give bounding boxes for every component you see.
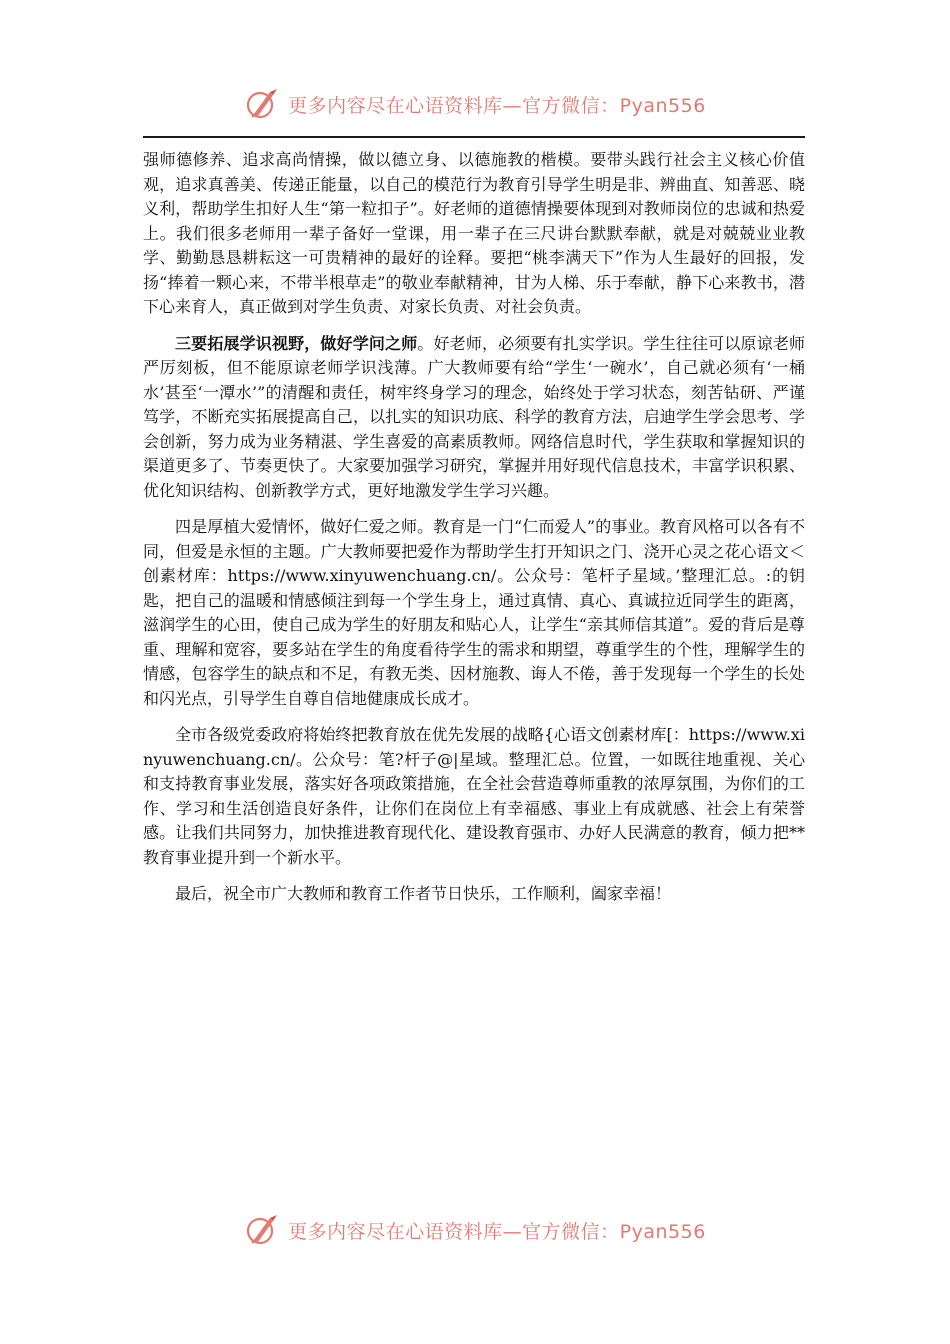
header-banner-text: 更多内容尽在心语资料库—官方微信：Pyan556: [288, 94, 706, 117]
paragraph-2-heading: 三要拓展学识视野，做好学问之师: [175, 333, 418, 353]
paragraph-1: 强师德修养、追求高尚情操，做以德立身、以德施教的楷模。要带头践行社会主义核心价值观，追求真善美、传递正能量，以自己的模范行为教育引导学生明是非、辨曲直、知善恶、晓义利，帮助学生扣好人生“第一粒扣子”。好老师的道德情操要体现到对教师岗位的忠诚和热爱上。我们很多老师用一辈子备好一堂课，用一辈子在三尺讲台默默奉献，就是对兢兢业业教学、勤勤恳恳耕耘这一可贵精神的最好的诠释。要把“桃李满天下”作为人生最好的回报，发扬“捧着一颗心来，不带半根草走”的敬业奉献精神，甘为人梯、乐于奉献，静下心来教书，潜下心来育人，真正做到对学生负责、对家长负责、对社会负责。: [143, 150, 805, 316]
footer-banner-text: 更多内容尽在心语资料库—官方微信：Pyan556: [288, 1220, 706, 1243]
paragraph-2-text: 。好老师，必须要有扎实学识。学生往往可以原谅老师严厉刻板，但不能原谅老师学识浅薄。广大教师要有给“学生‘一碗水’，自己就必须有‘一桶水’甚至‘一潭水’”的清醒和责任，树牢终身学习的理念，始终处于学习状态，刻苦钻研、严谨笃学，不断充实拓展提高自己，以扎实的知识功底、科学的教育方法，启迪学生学会思考、学会创新，努力成为业务精湛、学生喜爱的高素质教师。网络信息时代，学生获取和掌握知识的渠道更多了、节奏更快了。大家要加强学习研究，掌握并用好现代信息技术，丰富学识积累、优化知识结构、创新教学方式，更好地激发学生学习兴趣。: [143, 333, 805, 500]
paragraph-2: [143, 332, 805, 504]
paragraph-3: 四是厚植大爱情怀，做好仁爱之师。教育是一门“仁而爱人”的事业。教育风格可以各有不同，但爱是永恒的主题。广大教师要把爱作为帮助学生打开知识之门、浇开心灵之花心语文＜创素材库：https://www.xinyuwenchuang.cn/。公众号：笔杆子星域。’整理汇总。:的钥匙，把自己的温暖和情感倾注到每一个学生身上，通过真情、真心、真诚拉近同学生的距离，滋润学生的心田，使自己成为学生的好朋友和贴心人，让学生“亲其师信其道”。爱的背后是尊重、理解和宽容，要多站在学生的角度看待学生的需求和期望，尊重学生的个性，理解学生的情感，包容学生的缺点和不足，有教无类、因材施教、诲人不倦，善于发现每一个学生的长处和闪光点，引导学生自尊自信地健康成长成才。: [143, 517, 805, 708]
paragraph-5: 最后，祝全市广大教师和教育工作者节日快乐，工作顺利，阖家幸福！: [175, 884, 672, 903]
quill-logo-icon: [244, 1212, 280, 1248]
footer-banner: [0, 1210, 950, 1250]
paragraph-4: 全市各级党委政府将始终把教育放在优先发展的战略{心语文创素材库[：https://www.xinyuwenchuang.cn/。公众号：笔?杆子@|星域。整理汇总。位置，一如既往地重视、关心和支持教育事业发展，落实好各项政策措施，在全社会营造尊师重教的浓厚氛围，为你们的工作、学习和生活创造良好条件，让你们在岗位上有幸福感、事业上有成就感、社会上有荣誉感。让我们共同努力，加快推进教育现代化、建设教育强市、办好人民满意的教育，倾力把**教育事业提升到一个新水平。: [143, 725, 805, 867]
header-banner: [0, 84, 950, 124]
header-divider: [143, 136, 805, 138]
document-body: [143, 148, 805, 919]
quill-logo-icon: [244, 86, 280, 122]
